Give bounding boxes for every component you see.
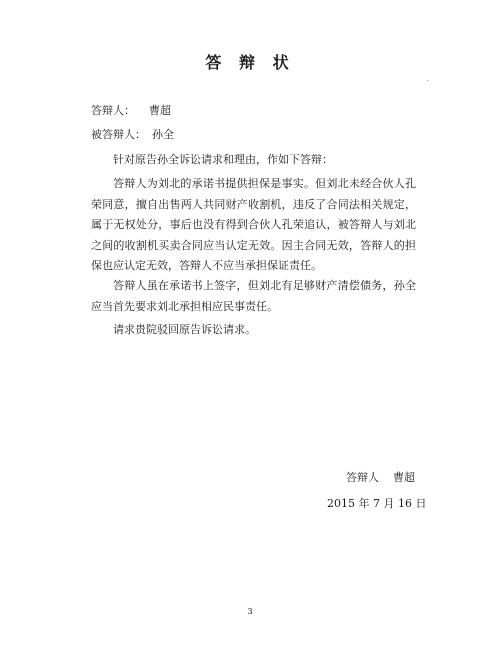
scan-speck	[427, 80, 428, 81]
intro-paragraph: 针对原告孙全诉讼请求和理由，作如下答辩：	[113, 153, 333, 166]
signature-name: 曹超	[393, 471, 415, 484]
document-title: 答 辩 状	[205, 53, 295, 72]
plaintiff-line	[91, 128, 174, 142]
respondent-name: 曹超	[149, 104, 171, 117]
argument-paragraph-2: 答辩人虽在承诺书上签字，但刘北有足够财产清偿债务，孙全应当首先要求刘北承担相应民事责任。	[91, 279, 416, 313]
signature-date: 2015 年 7 月 16 日	[327, 497, 427, 510]
respondent-label: 答辩人：	[91, 104, 135, 117]
page-number: 3	[247, 607, 253, 616]
plaintiff-name: 孙全	[152, 128, 174, 141]
respondent-line	[91, 104, 171, 118]
signature-line	[346, 469, 415, 485]
request-paragraph: 请求贵院驳回原告诉讼请求。	[113, 323, 256, 336]
signature-label: 答辩人	[346, 471, 379, 484]
plaintiff-label: 被答辩人：	[91, 128, 146, 141]
argument-paragraph-1: 答辩人为刘北的承诺书提供担保是事实。但刘北未经合伙人孔荣同意，擅自出售两人共同财产收割机，违反了合同法相关规定，属于无权处分，事后也没有得到合伙人孔荣追认，被答辩人与刘北之间的收割机买卖合同应当认定无效。因主合同无效，答辩人的担保也应认定无效，答辩人不应当承担保证责任。	[91, 177, 416, 272]
